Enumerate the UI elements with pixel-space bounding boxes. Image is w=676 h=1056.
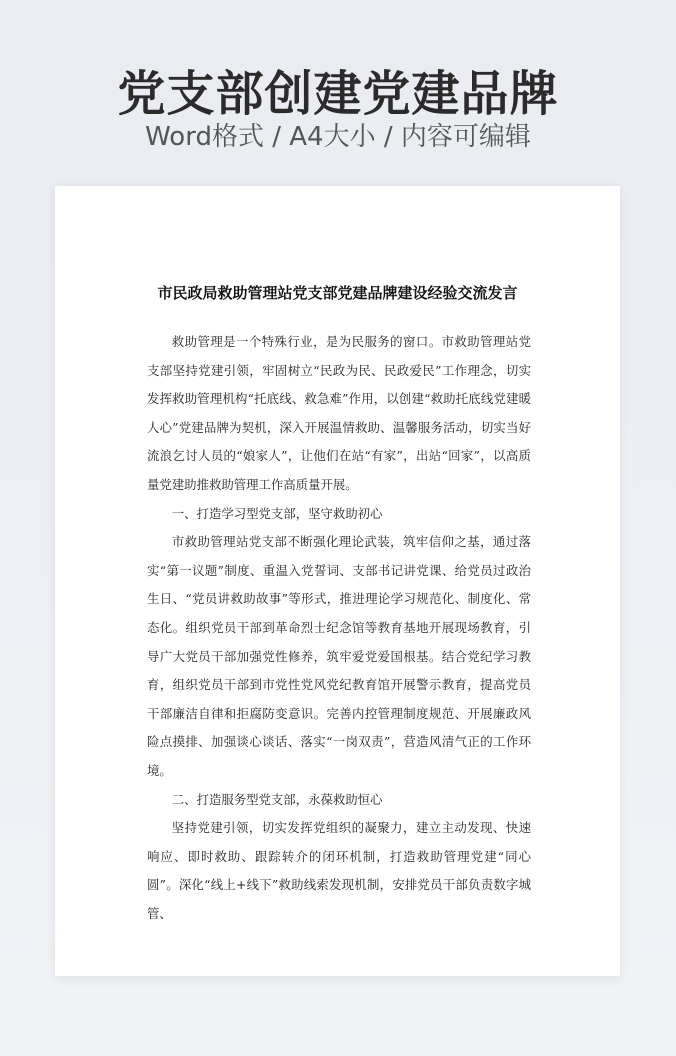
- paragraph-intro: 救助管理是一个特殊行业，是为民服务的窗口。市救助管理站党支部坚持党建引领，牢固树立“民政为民、民政爱民”工作理念，切实发挥救助管理机构“托底线、救急难”作用，以创建“救助托底线党建暖人心”党建品牌为契机，深入开展温情救助、温馨服务活动，切实当好流浪乞讨人员的“娘家人”，让他们在站“有家”，出站“回家”，以高质量党建助推救助管理工作高质量开展。: [147, 334, 531, 492]
- document-page: [55, 186, 620, 976]
- section-heading-1: 一、打造学习型党支部，坚守救助初心: [171, 505, 383, 521]
- banner-subtitle: Word格式 / A4大小 / 内容可编辑: [145, 122, 531, 152]
- paragraph-section-1: 市救助管理站党支部不断强化理论武装，筑牢信仰之基，通过落实“第一议题”制度、重温入党誓词、支部书记讲党课、给党员过政治生日、“党员讲救助故事”等形式，推进理论学习规范化、制度化、常态化。组织党员干部到革命烈士纪念馆等教育基地开展现场教育，引导广大党员干部加强党性修养，筑牢爱党爱国根基。结合党纪学习教育，组织党员干部到市党性党风党纪教育馆开展警示教育，提高党员干部廉洁自律和拒腐防变意识。完善内控管理制度规范、开展廉政风险点摸排、加强谈心谈话、落实“一岗双责”，营造风清气正的工作环境。: [147, 534, 531, 778]
- paragraph-section-2: 坚持党建引领，切实发挥党组织的凝聚力，建立主动发现、快速响应、即时救助、跟踪转介的闭环机制，打造救助管理党建“同心圆”。深化“线上+线下”救助线索发现机制，安排党员干部负责数字城管、: [147, 820, 531, 921]
- document-title: 市民政局救助管理站党支部党建品牌建设经验交流发言: [157, 284, 518, 302]
- banner-title: 党支部创建党建品牌: [117, 66, 559, 122]
- document-body: [147, 328, 531, 928]
- section-heading-2: 二、打造服务型党支部，永葆救助恒心: [171, 791, 383, 807]
